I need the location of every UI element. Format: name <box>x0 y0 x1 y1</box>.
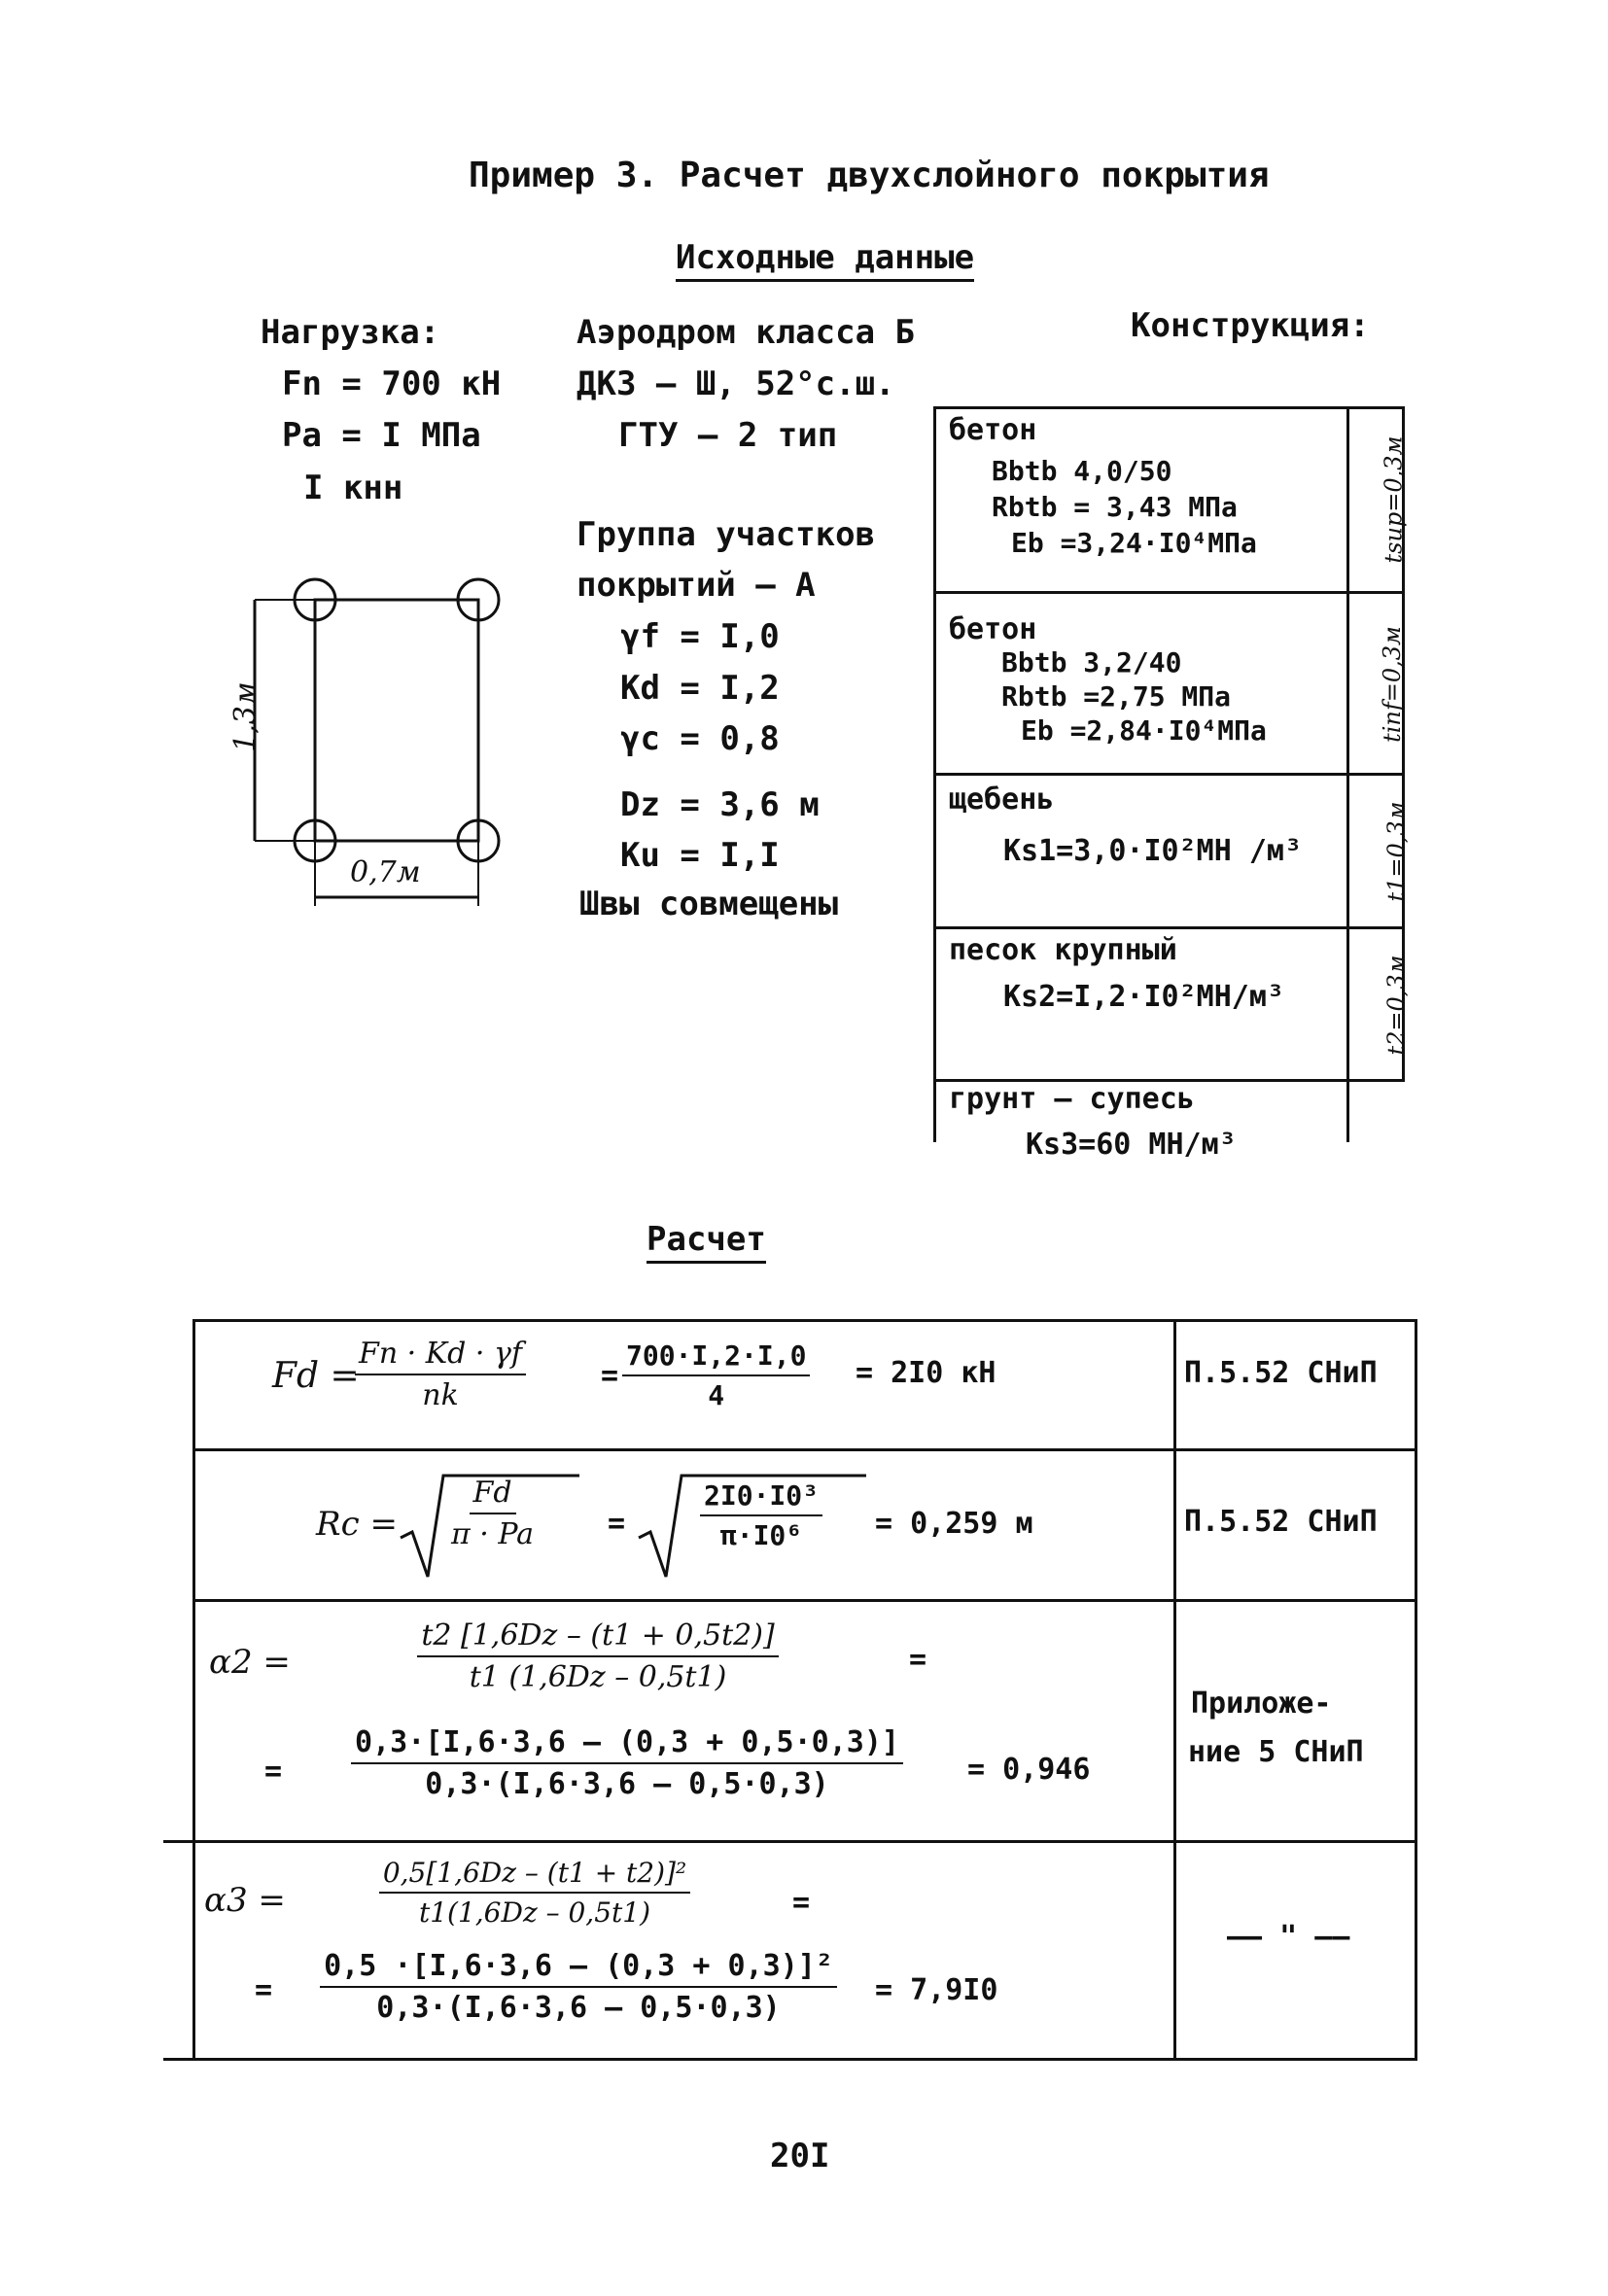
row-4-ref: —— " —— <box>1227 1920 1350 1954</box>
gamma-f: γf = I,0 <box>620 617 780 656</box>
airfield-gtu: ГТУ – 2 тип <box>618 416 838 455</box>
seams-note: Швы совмещены <box>579 885 839 923</box>
layer-1-param-1: Bbtb 4,0/50 <box>992 455 1172 487</box>
row-4-denominator: t1(1,6Dz – 0,5t1) <box>418 1896 651 1929</box>
layer-1-name: бетон <box>949 413 1037 447</box>
row-1-sub-numerator: 700·I,2·I,0 <box>622 1339 810 1376</box>
row-3-numerator: t2 [1,6Dz – (t1 + 0,5t2)] <box>417 1618 778 1657</box>
construction-heading: Конструкция: <box>1131 306 1370 345</box>
row-1-result: = 2I0 кН <box>856 1356 996 1390</box>
layer-2-thickness: tinf=0,3м <box>1378 626 1406 743</box>
gamma-c: γc = 0,8 <box>620 719 780 758</box>
layer-3-thickness: t1=0,3м <box>1382 801 1411 902</box>
kd: Kd = I,2 <box>620 669 780 708</box>
row-1-eq: = <box>601 1359 619 1393</box>
load-fn: Fn = 700 кН <box>282 365 502 403</box>
row-2-result: = 0,259 м <box>875 1507 1033 1541</box>
row-3-eq-2: = <box>264 1755 283 1789</box>
row-3-substituted <box>297 1725 958 1801</box>
airfield-dkz: ДКЗ – Ш, 52°с.ш. <box>577 365 895 403</box>
page-title: Пример 3. Расчет двухслойного покрытия <box>469 156 1270 195</box>
row-3-formula <box>306 1618 890 1694</box>
dz: Dz = 3,6 м <box>620 785 820 824</box>
group-line-2: покрытий – А <box>577 566 816 605</box>
row-1-lhs: Fd = <box>272 1356 360 1396</box>
row-4-numerator: 0,5[1,6Dz – (t1 + t2)]² <box>379 1857 690 1894</box>
row-4-result: = 7,9I0 <box>875 1973 998 2007</box>
row-1-denominator: nk <box>422 1378 459 1412</box>
row-4-eq: = <box>792 1886 811 1920</box>
layer-5-name: грунт – супесь <box>949 1082 1195 1116</box>
row-4-lhs: α3 = <box>204 1881 286 1920</box>
layer-5-param-1: Ks3=60 МН/м³ <box>1026 1128 1237 1162</box>
dim-label-vertical: 1,3м <box>227 681 262 752</box>
row-1-ref: П.5.52 СНиП <box>1184 1356 1378 1390</box>
row-3-sub-numerator: 0,3·[I,6·3,6 – (0,3 + 0,5·0,3)] <box>351 1725 903 1764</box>
group-line-1: Группа участков <box>577 515 876 554</box>
layer-2-param-3: Eb =2,84·I0⁴МПа <box>1021 714 1267 747</box>
row-3-eq: = <box>909 1643 927 1677</box>
row-3-sub-denominator: 0,3·(I,6·3,6 – 0,5·0,3) <box>425 1767 829 1801</box>
row-4-eq-2: = <box>255 1973 273 2007</box>
layer-3-name: щебень <box>949 783 1055 817</box>
calc-heading: Расчет <box>647 1220 766 1259</box>
row-2-denominator: π · Pa <box>451 1517 535 1551</box>
layer-2-param-2: Rbtb =2,75 МПа <box>1001 680 1232 713</box>
row-2-sub-denominator: π·I0⁶ <box>719 1519 803 1551</box>
row-1-formula <box>355 1337 526 1412</box>
row-2-lhs: Rc = <box>316 1505 398 1544</box>
layer-1-thickness: tsup=0,3м <box>1380 435 1408 564</box>
row-1-numerator: Fn · Kd · γf <box>355 1337 526 1375</box>
layer-4-name: песок крупный <box>949 933 1177 967</box>
row-1-sub-denominator: 4 <box>708 1379 725 1411</box>
row-1-substituted <box>622 1339 810 1411</box>
page-number: 20I <box>770 2137 830 2175</box>
row-3-result: = 0,946 <box>967 1753 1091 1787</box>
row-3-ref-2: ние 5 СНиП <box>1188 1735 1364 1769</box>
row-4-substituted <box>282 1949 875 2025</box>
layer-3-param-1: Ks1=3,0·I0²МН /м³ <box>1003 834 1303 868</box>
row-3-ref-1: Приложе- <box>1191 1687 1332 1721</box>
row-4-sub-denominator: 0,3·(I,6·3,6 – 0,5·0,3) <box>376 1991 781 2025</box>
row-2-eq: = <box>608 1507 626 1541</box>
section-heading-source: Исходные данные <box>676 238 974 277</box>
load-wheels: I кнн <box>303 469 403 507</box>
row-2-sub-numerator: 2I0·I0³ <box>700 1479 822 1516</box>
layer-2-name: бетон <box>949 612 1037 646</box>
load-heading: Нагрузка: <box>261 313 440 352</box>
row-3-denominator: t1 (1,6Dz – 0,5t1) <box>469 1660 727 1694</box>
row-2-ref: П.5.52 СНиП <box>1184 1505 1378 1539</box>
layer-1-param-2: Rbtb = 3,43 МПа <box>992 491 1238 523</box>
axle-frame <box>315 600 478 841</box>
row-2-formula <box>447 1476 538 1551</box>
layer-1-param-3: Eb =3,24·I0⁴МПа <box>1011 527 1257 559</box>
airfield-class: Аэродром класса Б <box>577 313 915 352</box>
layer-4-thickness: t2=0,3м <box>1382 955 1411 1056</box>
row-4-formula <box>282 1857 787 1929</box>
row-3-lhs: α2 = <box>209 1643 291 1682</box>
dim-label-horizontal: 0,7м <box>350 855 421 889</box>
ku: Ku = I,I <box>620 836 780 875</box>
row-2-numerator: Fd <box>470 1476 516 1514</box>
load-pa: Pa = I МПа <box>282 416 481 455</box>
row-2-substituted <box>700 1479 822 1551</box>
layer-4-param-1: Ks2=I,2·I0²МН/м³ <box>1003 980 1284 1014</box>
layer-2-param-1: Bbtb 3,2/40 <box>1001 646 1182 678</box>
row-4-sub-numerator: 0,5 ·[I,6·3,6 – (0,3 + 0,3)]² <box>320 1949 837 1988</box>
